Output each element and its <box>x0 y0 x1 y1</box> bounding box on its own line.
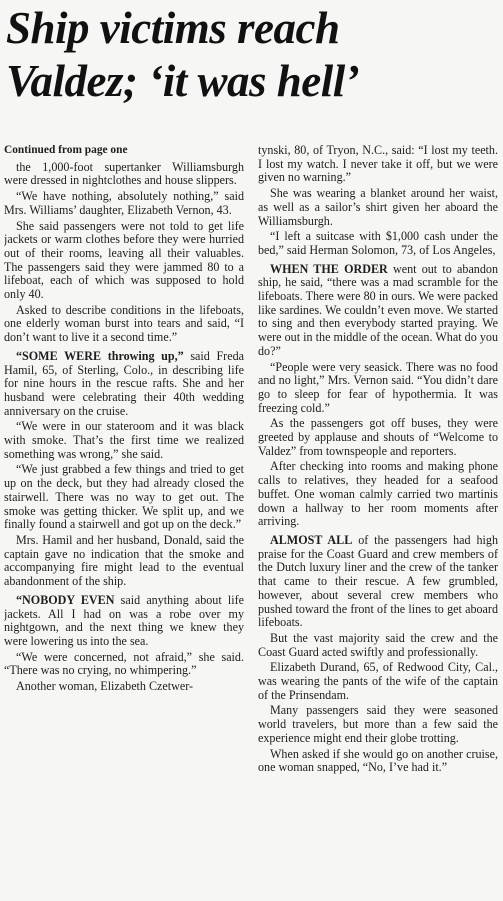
section-text: said Freda Hamil, 65, of Sterling, Colo., in describing life for nine hours in the rescue rafts. She and her husband were celebrating their 40th wedding anniversary on the cruise. <box>4 348 244 418</box>
body-paragraph: Mrs. Hamil and her husband, Donald, said the captain gave no indication that the smoke and accompanying fire might lead to the eventual abandonment of the ship. <box>4 532 244 589</box>
body-paragraph: “We were concerned, not afraid,” she said. “There was no crying, no whimpering.” <box>4 649 244 678</box>
section-text: said anything about life jackets. All I had on was a robe over my nightgown, and the next thing we knew they were lowering us into the sea. <box>4 592 244 648</box>
body-paragraph: Another woman, Elizabeth Czetwer- <box>16 679 194 694</box>
headline-line-2: Valdez; ‘it was hell’ <box>6 56 360 106</box>
body-paragraph: Elizabeth Durand, 65, of Redwood City, Cal., was wearing the pants of the wife of the captain of the Prinsendam. <box>258 660 498 702</box>
section-paragraph <box>4 594 244 649</box>
body-paragraph: She was wearing a blanket around her waist, as well as a sailor’s shirt given her aboard the Williamsburgh. <box>258 186 498 228</box>
headline-line-1: Ship victims reach <box>6 3 340 53</box>
body-paragraph: “We were in our stateroom and it was black with smoke. That’s the first time we realized something was wrong,” she said. <box>4 419 244 461</box>
section-paragraph <box>4 350 244 419</box>
body-paragraph: Many passengers said they were seasoned world travelers, but more than a few said the experience might end their globe trotting. <box>258 703 498 745</box>
body-paragraph: But the vast majority said the crew and the Coast Guard acted swiftly and professionally. <box>258 630 498 659</box>
section-lead: ALMOST ALL <box>270 532 353 547</box>
continuation-note: Continued from page one <box>4 144 128 156</box>
body-paragraph: Asked to describe conditions in the lifeboats, one elderly woman burst into tears and said, “I don’t want to live it a second time.” <box>4 302 244 345</box>
body-paragraph: “We just grabbed a few things and tried to get up on the deck, but they had already closed the stairwell. There was no way to get out. The smoke was getting thicker. We split up, and we finally found a stairwell and got up on the deck.” <box>4 462 244 532</box>
body-paragraph: When asked if she would go on another cruise, one woman snapped, “No, I’ve had it.” <box>258 746 498 775</box>
body-paragraph: “People were very seasick. There was no food and no light,” Mrs. Vernon said. “You didn’t dare go to sleep for fear of hypothermia. It was freezing cold.” <box>258 359 498 415</box>
headline <box>6 2 501 108</box>
article-column-left <box>4 144 244 896</box>
body-paragraph: As the passengers got off buses, they were greeted by applause and shouts of “Welcome to Valdez” from townspeople and reporters. <box>258 416 498 458</box>
body-paragraph: the 1,000-foot supertanker Williamsburgh were dressed in nightclothes and house slippers. <box>4 159 244 188</box>
section-text: went out to abandon ship, he said, “there was a mad scramble for the lifeboats. There were 80 in ours. We were packed like sardines. We couldn’t even move. We started to sing and then everybody started praying. We were out in the middle of the ocean. What do you do?” <box>258 261 498 358</box>
section-paragraph <box>258 263 498 359</box>
section-lead: WHEN THE ORDER <box>270 261 388 276</box>
section-lead: “NOBODY EVEN <box>16 592 115 607</box>
article-column-right <box>258 144 498 896</box>
body-paragraph: “We have nothing, absolutely nothing,” said Mrs. Williams’ daughter, Elizabeth Vernon, 43. <box>4 189 244 217</box>
section-text: of the passengers had high praise for the Coast Guard and crew members of the Dutch luxury liner and the crew of the tanker that came to their rescue. A few grumbled, however, about several crew members who pushed toward the front of the lines to get aboard lifeboats. <box>258 532 498 630</box>
section-paragraph <box>258 534 498 630</box>
section-lead: “SOME WERE throwing up,” <box>16 348 184 363</box>
body-paragraph: She said passengers were not told to get life jackets or warm clothes before they were hurried out of their rooms, leaving all their valuables. The passengers said they were jammed 80 to a lifeboat, each of which was supposed to hold only 40. <box>4 218 244 302</box>
body-paragraph: tynski, 80, of Tryon, N.C., said: “I lost my teeth. I lost my watch. I never take it off, but we were given no warning.” <box>258 144 498 185</box>
body-paragraph: After checking into rooms and making phone calls to relatives, they headed for a seafood buffet. One woman calmly carried two martinis down a hallway to her room moments after arriving. <box>258 459 498 529</box>
body-paragraph: “I left a suitcase with $1,000 cash under the bed,” said Herman Solomon, 73, of Los Angeles, <box>258 229 498 257</box>
